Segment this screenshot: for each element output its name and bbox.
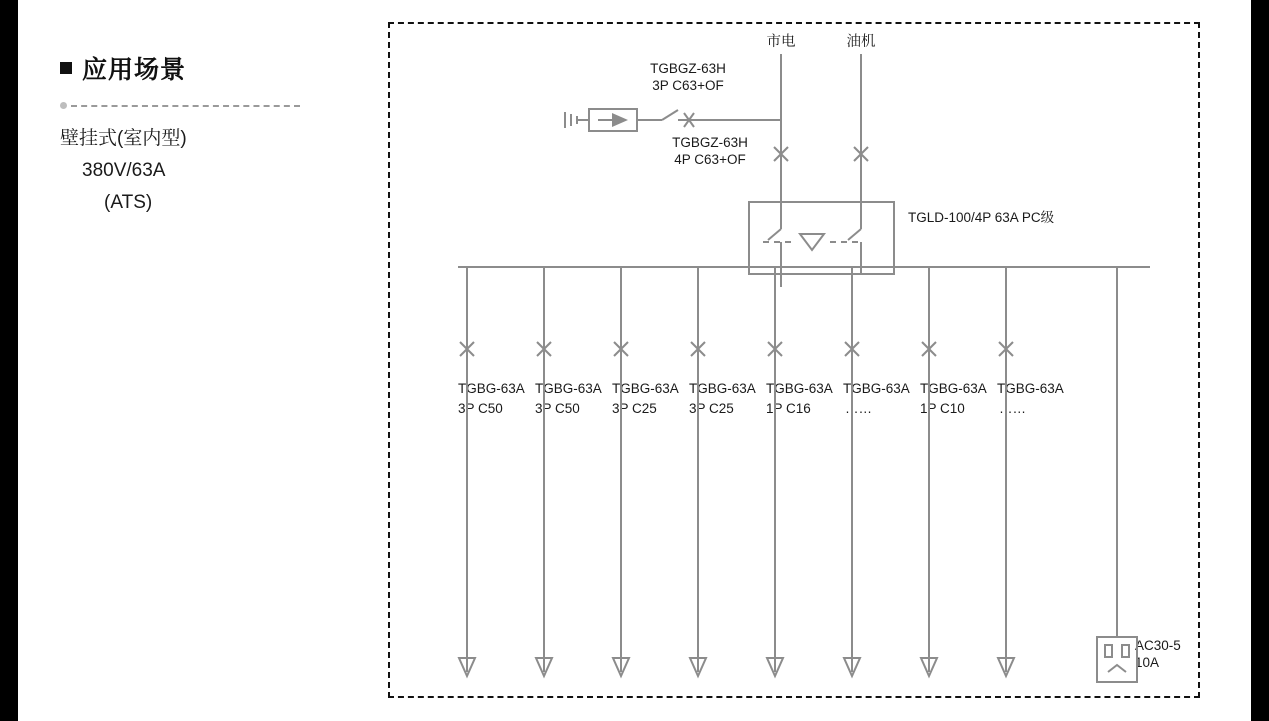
branch-2-spec: 3P C50 [535,401,580,416]
generator-source-label: 油机 [846,34,876,50]
branch-3-name: TGBG-63A [612,381,679,396]
aux-device-arrow-icon [612,113,628,127]
square-bullet-icon [60,62,72,74]
incoming-breaker-1-spec: 3P C63+OF [652,78,724,93]
branch-5-name: TGBG-63A [766,381,833,396]
ats-triangle-icon [800,234,824,250]
divider [60,102,300,109]
branch-7-spec: 1P C10 [920,401,965,416]
socket-model-label: AC30-5 [1135,638,1181,653]
single-line-diagram [388,22,1200,698]
socket-pin-right [1122,645,1129,657]
wiring-overlay [390,24,1202,700]
branch-2-name: TGBG-63A [535,381,602,396]
panel-line-voltage: 380V/63A [82,160,166,181]
branch-4-name: TGBG-63A [689,381,756,396]
incoming-breaker-1-name: TGBGZ-63H [650,61,726,76]
socket-pin-left [1105,645,1112,657]
branch-1-name: TGBG-63A [458,381,525,396]
divider-dot-icon [60,102,67,109]
branch-8-name: TGBG-63A [997,381,1064,396]
divider-dash-line [71,105,300,107]
branch-6-spec: …… [845,401,872,416]
branch-8-spec: …… [999,401,1026,416]
right-edge-bar [1251,0,1269,721]
ats-device-label: TGLD-100/4P 63A PC级 [908,210,1055,225]
panel-title [60,50,360,86]
panel-line-type: (ATS) [104,192,153,213]
branch-4-spec: 3P C25 [689,401,734,416]
panel-line-mounting: 壁挂式(室内型) [60,128,187,149]
application-scenario-panel [60,50,360,214]
branch-6-name: TGBG-63A [843,381,910,396]
socket-rating-label: 10A [1135,655,1160,670]
panel-title-text: 应用场景 [82,56,187,84]
incoming-breaker-2-spec: 4P C63+OF [674,152,746,167]
ats-contact-right [848,229,861,240]
branch-5-spec: 1P C16 [766,401,811,416]
aux-breaker-blade [662,110,678,120]
left-edge-bar [0,0,18,721]
branch-7-name: TGBG-63A [920,381,987,396]
branch-1-spec: 3P C50 [458,401,503,416]
branch-3-spec: 3P C25 [612,401,657,416]
socket-outlet-icon [1097,637,1137,682]
ats-contact-left [768,229,781,240]
mains-source-label: 市电 [766,34,796,50]
incoming-breaker-2-name: TGBGZ-63H [672,135,748,150]
socket-earth-pin [1108,665,1126,672]
